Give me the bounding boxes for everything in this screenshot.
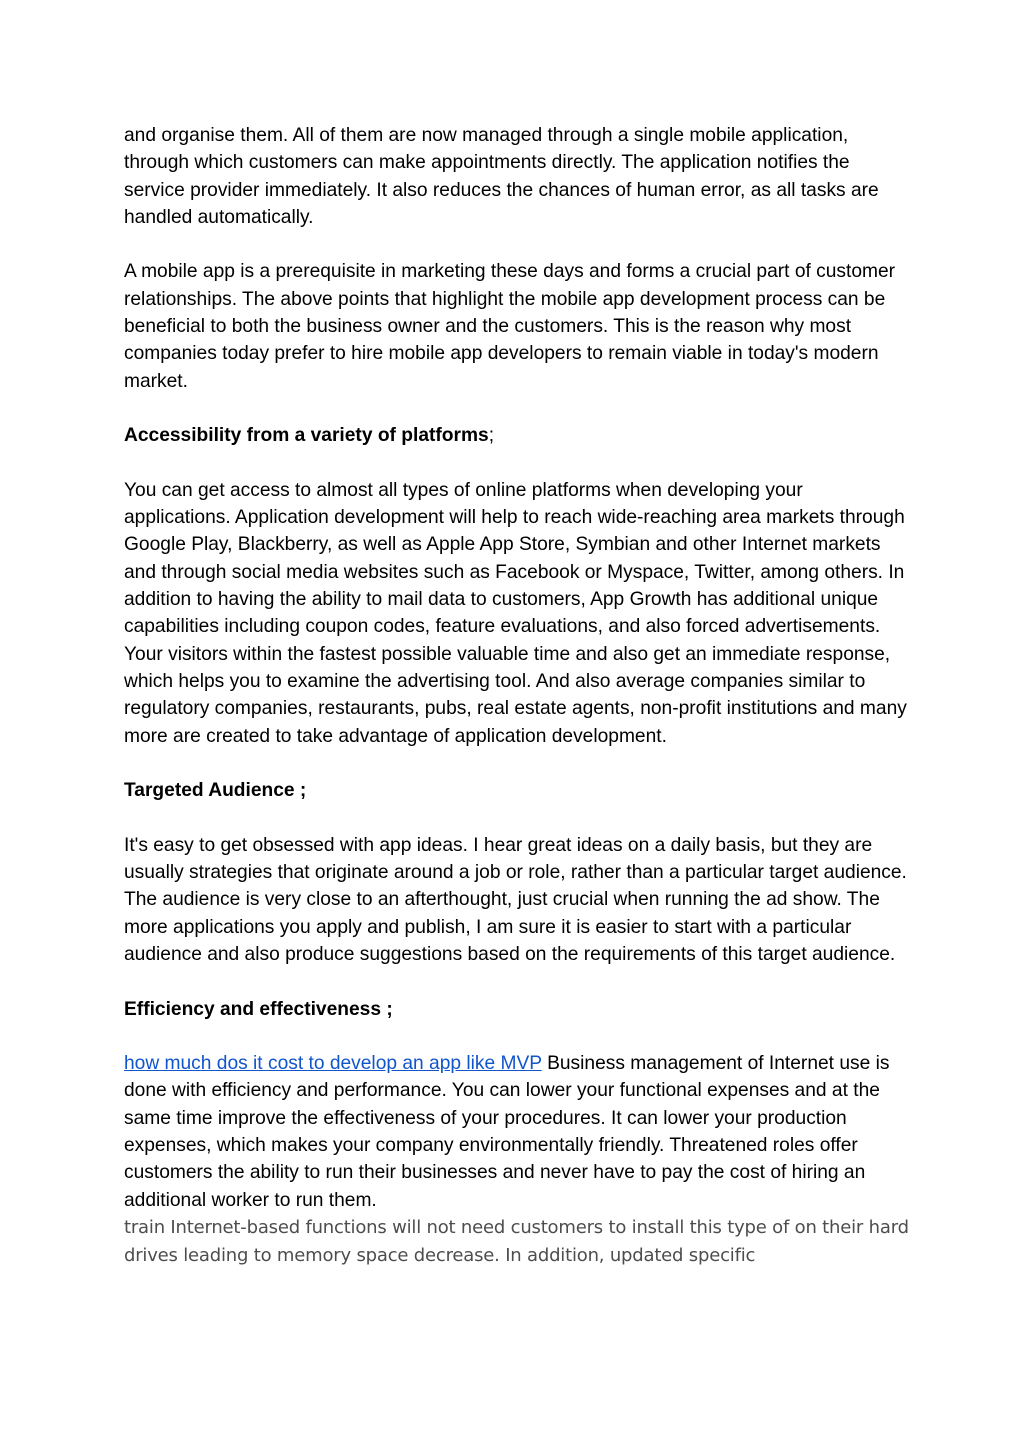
paragraph-internet-functions: train Internet-based functions will not need customers to install this type of on their hard drives leading to memory space decrease. In addition, updated specific — [124, 1216, 909, 1267]
paragraph-appointments: and organise them. All of them are now managed through a single mobile application, through which customers can make appointments directly. The application notifies the service provider immediately. It also reduces the chances of human error, as all tasks are handled automatically. — [124, 125, 879, 228]
heading-efficiency: Efficiency and effectiveness ; — [124, 998, 393, 1020]
paragraph-gap — [124, 750, 914, 777]
heading-accessibility-suffix: ; — [488, 425, 495, 447]
paragraph-gap — [124, 450, 914, 477]
paragraph-marketing: A mobile app is a prerequisite in marketing these days and forms a crucial part of customer relationships. The above points that highlight the mobile app development process can be beneficial to both the business owner and the customers. This is the reason why most companies today prefer to hire mobile app developers to remain viable in today's modern market. — [124, 261, 896, 392]
document-page — [124, 122, 914, 1271]
paragraph-efficiency — [124, 1050, 914, 1214]
heading-targeted-audience: Targeted Audience ; — [124, 780, 307, 802]
heading-accessibility-text: Accessibility from a variety of platforms — [124, 425, 489, 447]
paragraph-gap — [124, 231, 914, 258]
paragraph-gap — [124, 1023, 914, 1050]
paragraph-gap — [124, 968, 914, 995]
mvp-cost-link[interactable]: how much dos it cost to develop an app like MVP — [124, 1053, 542, 1075]
paragraph-gap — [124, 395, 914, 422]
paragraph-platforms: You can get access to almost all types of online platforms when developing your applications. Application development will help to reach wide-reaching area markets through Google Play, Blackberry, as well as Apple App Store, Symbian and other Internet markets and through social media websites such as Facebook or Myspace, Twitter, among others. In addition to having the ability to mail data to customers, App Growth has additional unique capabilities including coupon codes, feature evaluations, and also forced advertisements. Your visitors within the fastest possible valuable time and also get an immediate response, which helps you to examine the advertising tool. And also average companies similar to regulatory companies, restaurants, pubs, real estate agents, non-profit institutions and many more are created to take advantage of application development. — [124, 479, 907, 747]
heading-accessibility — [124, 422, 914, 449]
paragraph-gap — [124, 804, 914, 831]
paragraph-audience: It's easy to get obsessed with app ideas. I hear great ideas on a daily basis, but they are usually strategies that originate around a job or role, rather than a particular target audience. The audience is very close to an afterthought, just crucial when running the ad show. The more applications you apply and publish, I am sure it is easier to start with a particular audience and also produce suggestions based on the requirements of this target audience. — [124, 834, 907, 965]
paragraph-efficiency-text: Business management of Internet use is done with efficiency and performance. You can lower your functional expenses and at the same time improve the effectiveness of your procedures. It can lower your production expenses, which makes your company environmentally friendly. Threatened roles offer customers the ability to run their businesses and never have to pay the cost of hiring an additional worker to run them. — [124, 1053, 890, 1211]
